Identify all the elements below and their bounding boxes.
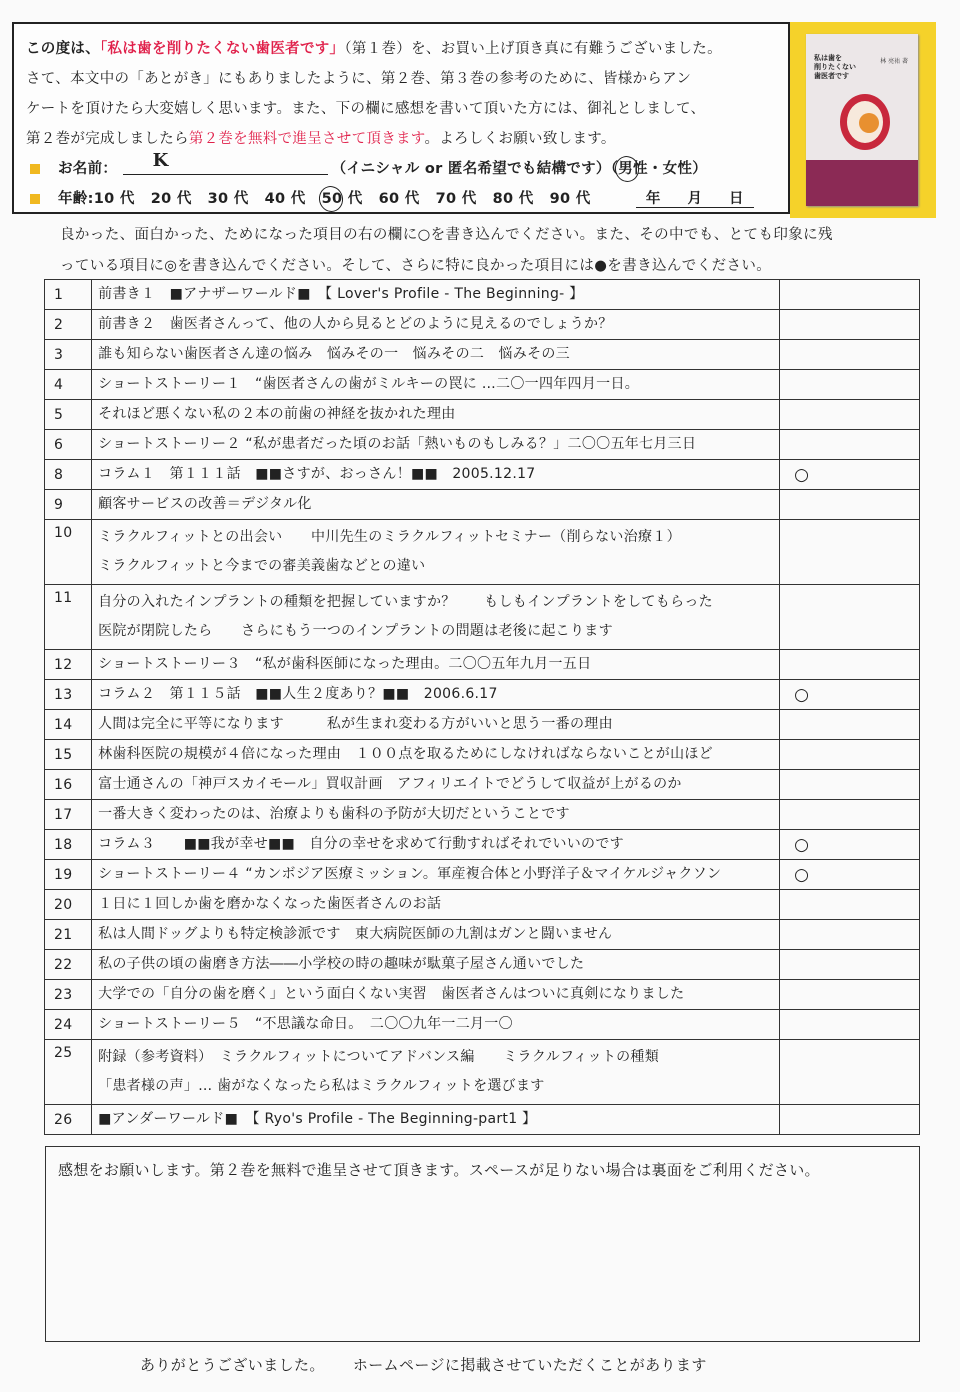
item-number: 18 <box>45 830 92 860</box>
item-title-line: 前書き２ 歯医者さんって、他の人から見るとどのように見えるのでしょうか？ <box>98 316 613 332</box>
book-cover-panel <box>790 22 936 218</box>
item-title <box>92 800 780 830</box>
table-row <box>45 860 920 890</box>
table-row <box>45 430 920 460</box>
table-row <box>45 490 920 520</box>
item-title <box>92 370 780 400</box>
gender-female-option[interactable]: 女性 <box>662 161 693 177</box>
item-title-line: 前書き１ ■アナザーワールド■ 【 Lover's Profile - The Beginning- 】 <box>98 286 584 302</box>
header-line1-suffix: （第１巻）を、お買い上げ頂き真に有難うございました。 <box>344 41 722 57</box>
age-option-90[interactable]: 90 代 <box>549 191 591 207</box>
item-title-line: 私の子供の頃の歯磨き方法――小学校の時の趣味が駄菓子屋さん通いでした <box>98 956 585 972</box>
item-title-line: コラム３ ■■我が幸せ■■ 自分の幸せを求めて行動すればそれでいいのです <box>98 836 624 852</box>
item-title <box>92 520 780 585</box>
item-rating-cell[interactable] <box>780 920 920 950</box>
item-title-line: 「患者様の声」… 歯がなくなったら私はミラクルフィットを選びます <box>98 1078 545 1094</box>
item-title-line: ミラクルフィットとの出会い 中川先生のミラクルフィットセミナー（削らない治療１） <box>98 529 681 545</box>
table-row <box>45 890 920 920</box>
table-row <box>45 710 920 740</box>
survey-header <box>12 22 790 214</box>
table-row <box>45 1010 920 1040</box>
item-rating-cell[interactable]: ○ <box>780 680 920 710</box>
item-title-line: ショートストーリー１ “歯医者さんの歯がミルキーの罠に …二〇一四年四月一日。 <box>98 376 640 392</box>
footer-note: ホームページに掲載させていただくことがあります <box>352 1356 707 1374</box>
table-row <box>45 980 920 1010</box>
item-title-line: 林歯科医院の規模が４倍になった理由 １００点を取るためにしなければならないことが山ほど <box>98 746 713 762</box>
free-offer-text: 第２巻を無料で進呈させて頂きます <box>188 131 425 147</box>
items-table-body <box>45 280 920 1135</box>
book-cover-author: 林 亮祐 著 <box>880 58 908 65</box>
item-number: 19 <box>45 860 92 890</box>
table-row <box>45 1105 920 1135</box>
instructions <box>60 220 940 282</box>
item-number: 9 <box>45 490 92 520</box>
item-title <box>92 740 780 770</box>
item-rating-cell[interactable] <box>780 430 920 460</box>
item-title <box>92 1040 780 1105</box>
item-rating-cell[interactable] <box>780 520 920 585</box>
table-row <box>45 370 920 400</box>
item-number: 3 <box>45 340 92 370</box>
item-title-line: コラム２ 第１１５話 ■■人生２度あり？■■ 2006.6.17 <box>98 686 498 702</box>
item-title <box>92 860 780 890</box>
age-option-60[interactable]: 60 代 <box>378 191 420 207</box>
item-title-line: ショートストーリー４ “カンボジア医療ミッション。軍産複合体と小野洋子＆マイケルジャクソン <box>98 866 722 882</box>
header-line-1 <box>26 34 778 64</box>
age-label: 年齢: <box>58 191 94 207</box>
header-line4-prefix: 第２巻が完成しましたら <box>26 131 189 147</box>
item-title <box>92 1105 780 1135</box>
item-rating-cell[interactable] <box>780 400 920 430</box>
table-row <box>45 520 920 585</box>
item-title <box>92 280 780 310</box>
item-title <box>92 920 780 950</box>
table-row <box>45 680 920 710</box>
item-number: 12 <box>45 650 92 680</box>
name-label: お名前： <box>58 161 118 177</box>
item-number: 10 <box>45 520 92 585</box>
name-note: （イニシャル or 匿名希望でも結構です）（ <box>331 161 619 177</box>
item-number: 24 <box>45 1010 92 1040</box>
gender-sep: ・ <box>647 161 663 177</box>
table-row <box>45 280 920 310</box>
item-rating-cell[interactable]: ○ <box>780 830 920 860</box>
item-title-line: 一番大きく変わったのは、治療よりも歯科の予防が大切だということです <box>98 806 570 822</box>
item-rating-cell[interactable] <box>780 490 920 520</box>
item-rating-cell[interactable]: ○ <box>780 860 920 890</box>
book-cover-illustration <box>840 94 890 150</box>
item-title-line: １日に１回しか歯を磨かなくなった歯医者さんのお話 <box>98 896 442 912</box>
item-title <box>92 950 780 980</box>
item-number: 22 <box>45 950 92 980</box>
name-row <box>26 150 778 184</box>
item-title <box>92 585 780 650</box>
item-title-line: ショートストーリー５ “不思議な命日。 二〇〇九年一二月一〇 <box>98 1016 513 1032</box>
item-title <box>92 1010 780 1040</box>
item-title-line: 富士通さんの「神戸スカイモール」買収計画 アフィリエイトでどうして収益が上がるのか <box>98 776 682 792</box>
item-title <box>92 680 780 710</box>
item-rating-cell[interactable] <box>780 310 920 340</box>
item-title <box>92 830 780 860</box>
header-line-2: さて、本文中の「あとがき」にもありましたように、第２巻、第３巻の参考のために、皆様からアン <box>26 71 692 87</box>
item-number: 23 <box>45 980 92 1010</box>
book-cover-title: 私は歯を 削りたくない 歯医者です <box>814 54 856 80</box>
item-title <box>92 430 780 460</box>
item-title <box>92 770 780 800</box>
footer-thanks: ありがとうございました。 <box>140 1356 325 1374</box>
item-number: 1 <box>45 280 92 310</box>
item-number: 20 <box>45 890 92 920</box>
item-title <box>92 340 780 370</box>
item-title-line: それほど悪くない私の２本の前歯の神経を抜かれた理由 <box>98 406 456 422</box>
age-option-10[interactable]: 10 代 <box>93 191 135 207</box>
item-rating-cell[interactable] <box>780 280 920 310</box>
item-title-line: 人間は完全に平等になります 私が生まれ変わる方がいいと思う一番の理由 <box>98 716 613 732</box>
table-row <box>45 400 920 430</box>
item-number: 21 <box>45 920 92 950</box>
date-month-label: 月 <box>687 191 703 207</box>
bullet-icon <box>30 194 40 204</box>
item-number: 14 <box>45 710 92 740</box>
item-title-line: 自分の入れたインプラントの種類を把握していますか？ もしもインプラントをしてもらった <box>98 594 713 610</box>
book-cover-image <box>806 34 918 206</box>
item-title <box>92 650 780 680</box>
footer <box>140 1354 707 1375</box>
table-row <box>45 1040 920 1105</box>
item-title-line: 医院が閉院したら さらにもう一つのインプラントの問題は老後に起こります <box>98 623 613 639</box>
item-number: 16 <box>45 770 92 800</box>
table-row <box>45 460 920 490</box>
instructions-line-2: っている項目に◎を書き込んでください。そして、さらに特に良かった項目には●を書き込んでください。 <box>60 258 772 274</box>
age-option-30[interactable]: 30 代 <box>207 191 249 207</box>
item-title-line: ショートストーリー３ “私が歯科医師になった理由。二〇〇五年九月一五日 <box>98 656 592 672</box>
table-row <box>45 650 920 680</box>
item-title-line: ショートストーリー２ “私が患者だった頃のお話「熱いものもしみる？」二〇〇五年七月三日 <box>98 436 697 452</box>
table-row <box>45 585 920 650</box>
comment-box[interactable] <box>45 1146 920 1342</box>
item-title-line: コラム１ 第１１１話 ■■さすが、おっさん！■■ 2005.12.17 <box>98 466 536 482</box>
item-number: 26 <box>45 1105 92 1135</box>
item-title <box>92 460 780 490</box>
gender-male-option[interactable]: 男性 <box>618 154 648 184</box>
date-day-label: 日 <box>729 191 744 207</box>
item-title <box>92 980 780 1010</box>
table-row <box>45 920 920 950</box>
item-rating-cell[interactable] <box>780 340 920 370</box>
table-row <box>45 310 920 340</box>
item-rating-cell[interactable] <box>780 1105 920 1135</box>
table-row <box>45 950 920 980</box>
book-cover-band <box>806 160 918 206</box>
item-rating-cell[interactable] <box>780 980 920 1010</box>
item-rating-cell[interactable] <box>780 950 920 980</box>
age-row <box>26 184 778 214</box>
item-title-line: ミラクルフィットと今までの審美義歯などとの違い <box>98 558 426 574</box>
item-title <box>92 490 780 520</box>
item-number: 17 <box>45 800 92 830</box>
item-rating-cell[interactable] <box>780 585 920 650</box>
item-number: 4 <box>45 370 92 400</box>
item-title-line: 附録（参考資料） ミラクルフィットについてアドバンス編 ミラクルフィットの種類 <box>98 1049 660 1065</box>
header-line-4 <box>26 124 778 154</box>
item-title <box>92 710 780 740</box>
header-prefix: この度は、 <box>26 41 100 57</box>
instructions-line-1: 良かった、面白かった、ためになった項目の右の欄に○を書き込んでください。また、その中でも、とても印象に残 <box>60 227 833 243</box>
table-row <box>45 800 920 830</box>
item-title-line: ■アンダーワールド■ 【 Ryo's Profile - The Beginning-part1 】 <box>98 1111 537 1127</box>
age-option-20[interactable]: 20 代 <box>150 191 192 207</box>
book-title: 「私は歯を削りたくない歯医者です」 <box>100 41 345 57</box>
item-number: 25 <box>45 1040 92 1105</box>
bullet-icon <box>30 164 40 174</box>
name-value: K <box>152 150 169 171</box>
age-option-40[interactable]: 40 代 <box>264 191 306 207</box>
date-year-label: 年 <box>645 191 661 207</box>
item-rating-cell[interactable] <box>780 740 920 770</box>
item-number: 6 <box>45 430 92 460</box>
header-line4-suffix: 。よろしくお願い致します。 <box>424 131 616 147</box>
item-rating-cell[interactable]: ○ <box>780 460 920 490</box>
item-rating-cell[interactable] <box>780 800 920 830</box>
items-table <box>44 279 920 1135</box>
item-rating-cell[interactable] <box>780 1040 920 1105</box>
item-title-line: 顧客サービスの改善＝デジタル化 <box>98 496 312 512</box>
item-title-line: 大学での「自分の歯を磨く」という面白くない実習 歯医者さんはついに真剣になりました <box>98 986 685 1002</box>
header-line-3: ケートを頂けたら大変嬉しく思います。また、下の欄に感想を書いて頂いた方には、御礼としまして、 <box>26 101 706 117</box>
age-option-50[interactable]: 50 代 <box>322 184 363 214</box>
item-rating-cell[interactable] <box>780 1010 920 1040</box>
item-title-line: 誰も知らない歯医者さん達の悩み 悩みその一 悩みその二 悩みその三 <box>98 346 570 362</box>
name-field[interactable] <box>123 150 328 175</box>
item-title <box>92 890 780 920</box>
item-number: 5 <box>45 400 92 430</box>
age-option-70[interactable]: 70 代 <box>435 191 477 207</box>
item-title <box>92 310 780 340</box>
gender-close: ） <box>692 161 708 177</box>
table-row <box>45 340 920 370</box>
item-number: 8 <box>45 460 92 490</box>
item-number: 13 <box>45 680 92 710</box>
comment-prompt: 感想をお願いします。第２巻を無料で進呈させて頂きます。スペースが足りない場合は裏面をご利用ください。 <box>58 1161 820 1179</box>
item-title <box>92 400 780 430</box>
item-number: 2 <box>45 310 92 340</box>
item-rating-cell[interactable] <box>780 650 920 680</box>
table-row <box>45 740 920 770</box>
age-option-80[interactable]: 80 代 <box>492 191 534 207</box>
date-field[interactable] <box>636 191 754 208</box>
item-rating-cell[interactable] <box>780 890 920 920</box>
item-rating-cell[interactable] <box>780 370 920 400</box>
item-rating-cell[interactable] <box>780 710 920 740</box>
item-number: 15 <box>45 740 92 770</box>
item-rating-cell[interactable] <box>780 770 920 800</box>
item-title-line: 私は人間ドッグよりも特定検診派です 東大病院医師の九割はガンと闘いません <box>98 926 613 942</box>
item-number: 11 <box>45 585 92 650</box>
table-row <box>45 830 920 860</box>
table-row <box>45 770 920 800</box>
